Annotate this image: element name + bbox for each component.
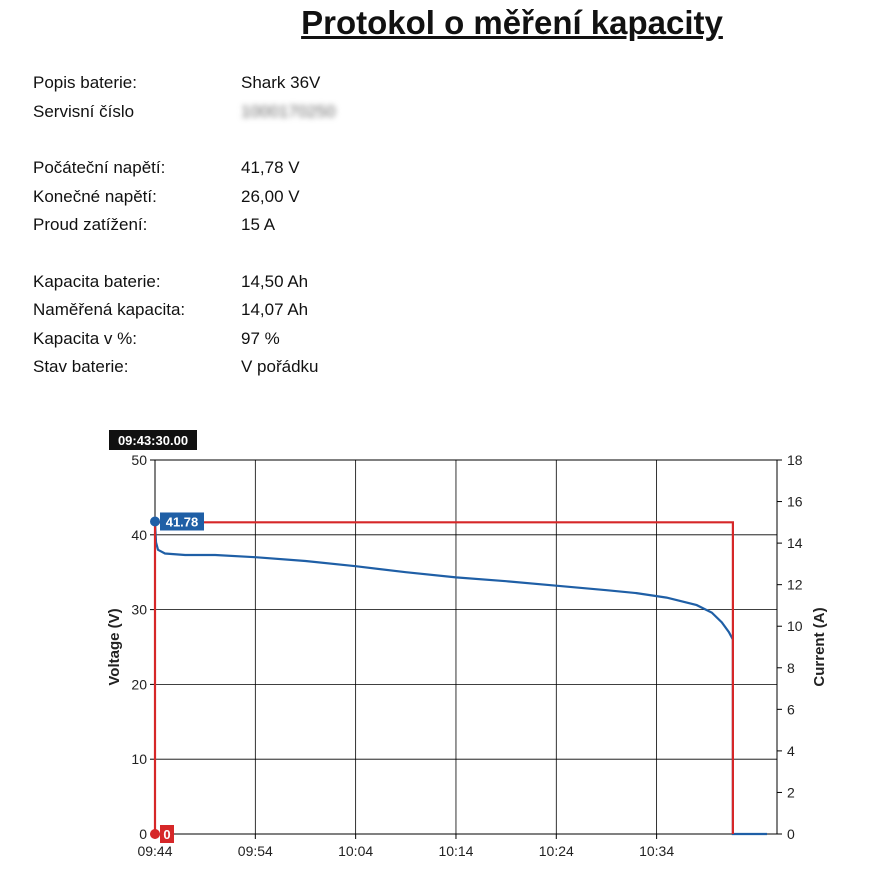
- y-right-tick-label: 10: [787, 618, 803, 635]
- y-left-tick-label: 40: [131, 526, 147, 543]
- servis-value: 1000170250: [241, 101, 336, 121]
- y-right-tick-label: 0: [787, 826, 795, 842]
- info-row-stav: [33, 353, 336, 382]
- y-right-tick-label: 2: [787, 784, 795, 801]
- x-tick-label: 09:44: [137, 843, 173, 859]
- battery-info: [33, 69, 336, 382]
- y-left-tick-label: 10: [131, 751, 147, 768]
- info-row-pocatecni: [33, 154, 336, 183]
- x-tick-label: 10:14: [438, 843, 474, 859]
- popis-value: Shark 36V: [241, 73, 321, 92]
- procenta-value: 97 %: [241, 328, 280, 348]
- proud-value: 15 A: [241, 215, 276, 234]
- info-row-procenta: [33, 325, 336, 354]
- y-right-tick-label: 14: [787, 535, 803, 552]
- y-left-tick-label: 20: [131, 676, 147, 693]
- y-left-axis-label: Voltage (V): [106, 608, 123, 686]
- procenta-label: Kapacita v %:: [33, 328, 137, 348]
- stav-label: Stav baterie:: [33, 357, 129, 376]
- x-tick-label: 10:04: [338, 843, 374, 859]
- y-left-tick-label: 50: [131, 452, 147, 468]
- y-right-tick-label: 8: [787, 659, 795, 676]
- proud-label: Proud zatížení:: [33, 215, 148, 234]
- info-row-proud: [33, 211, 336, 240]
- x-tick-label: 10:34: [639, 843, 675, 859]
- y-right-tick-label: 16: [787, 493, 803, 510]
- y-left-tick-label: 0: [139, 826, 147, 842]
- namerena-value: 14,07 Ah: [241, 300, 309, 319]
- info-row-namerena: [33, 296, 336, 325]
- current-start-marker: [150, 829, 160, 839]
- y-right-axis-label: Current (A): [811, 607, 828, 687]
- y-left-tick-label: 30: [131, 601, 147, 618]
- info-row-popis: [33, 69, 336, 98]
- info-row-servis: [33, 98, 336, 127]
- pocatecni-value: 41,78 V: [241, 158, 300, 177]
- plot-area: [155, 460, 777, 834]
- x-tick-label: 09:54: [237, 843, 273, 859]
- stav-value: V pořádku: [241, 357, 319, 376]
- konecne-label: Konečné napětí:: [33, 186, 157, 206]
- x-tick-label: 10:24: [538, 843, 574, 859]
- servis-label: Servisní číslo: [33, 101, 135, 121]
- pocatecni-label: Počáteční napětí:: [33, 158, 166, 177]
- popis-label: Popis baterie:: [33, 73, 137, 92]
- voltage-marker-label: 41.78: [165, 514, 199, 530]
- timestamp-label: 09:43:30.00: [117, 433, 189, 448]
- current-marker-label: 0: [163, 827, 171, 842]
- page-title: Protokol o měření kapacity: [301, 4, 723, 41]
- voltage-current-chart: [100, 426, 840, 866]
- y-right-tick-label: 12: [787, 576, 803, 593]
- info-row-kapacita: [33, 268, 336, 297]
- info-row-konecne: [33, 183, 336, 212]
- namerena-label: Naměřená kapacita:: [33, 300, 186, 319]
- kapacita-label: Kapacita baterie:: [33, 271, 161, 291]
- kapacita-value: 14,50 Ah: [241, 271, 309, 291]
- konecne-value: 26,00 V: [241, 186, 300, 206]
- y-right-tick-label: 18: [787, 452, 803, 468]
- y-right-tick-label: 6: [787, 701, 795, 718]
- voltage-start-marker: [150, 516, 160, 526]
- y-right-tick-label: 4: [787, 742, 795, 759]
